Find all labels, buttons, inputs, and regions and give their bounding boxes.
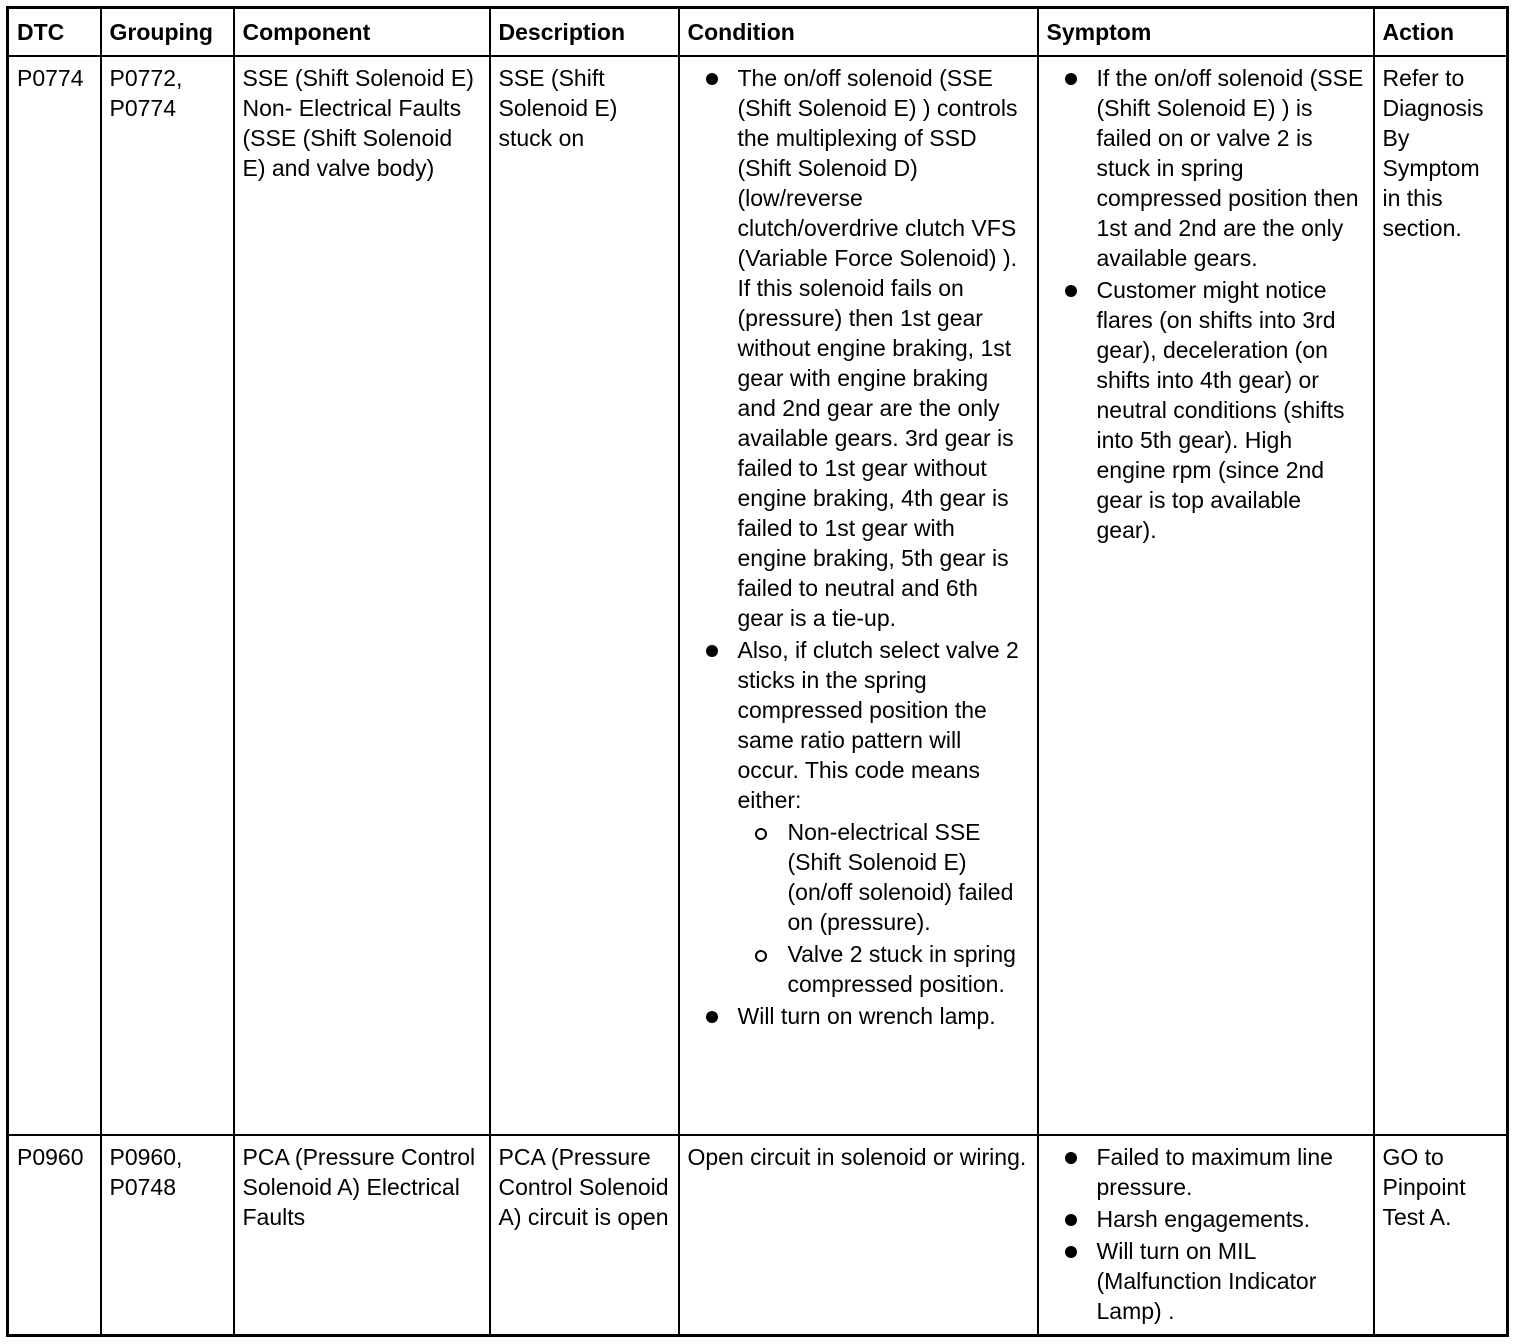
sub-list-item xyxy=(738,939,1029,999)
condition-subtext: Non-electrical SSE (Shift Solenoid E) (on/off solenoid) failed on (pressure). xyxy=(787,819,1014,935)
cell-dtc: P0774 xyxy=(8,56,101,1135)
table-header-row xyxy=(8,8,1508,57)
header-action: Action xyxy=(1374,8,1508,57)
condition-text: The on/off solenoid (SSE (Shift Solenoid E) ) controls the multiplexing of SSD (Shift Solenoid D) (low/reverse clutch/overdrive clutch VFS (Variable Force Solenoid) ). If this solenoid fails on (pressure) then 1st gear without engine braking, 1st gear with engine braking and 2nd gear are the only available gears. 3rd gear is failed to 1st gear without engine braking, 4th gear is failed to 1st gear with engine braking, 5th gear is failed to neutral and 6th gear is a tie-up. xyxy=(737,65,1018,631)
list-item: If the on/off solenoid (SSE (Shift Solenoid E) ) is failed on or valve 2 is stuck in spring compressed position then 1st and 2nd are the only available gears. xyxy=(1047,63,1365,273)
list-item: Customer might notice flares (on shifts into 3rd gear), deceleration (on shifts into 4th gear) or neutral conditions (shifts into 5th gear). High engine rpm (since 2nd gear is top available gear). xyxy=(1047,275,1365,545)
header-condition: Condition xyxy=(679,8,1038,57)
cell-component: SSE (Shift Solenoid E) Non- Electrical Faults (SSE (Shift Solenoid E) and valve body) xyxy=(234,56,490,1135)
condition-text: Will turn on wrench lamp. xyxy=(737,1003,996,1029)
list-item xyxy=(688,635,1029,999)
cell-dtc: P0960 xyxy=(8,1135,101,1336)
cell-symptom xyxy=(1038,56,1374,1135)
symptom-list xyxy=(1047,63,1365,545)
list-item xyxy=(688,63,1029,633)
cell-condition xyxy=(679,56,1038,1135)
list-item: Will turn on MIL (Malfunction Indicator Lamp) . xyxy=(1047,1236,1365,1326)
cell-description: PCA (Pressure Control Solenoid A) circuit is open xyxy=(490,1135,679,1336)
symptom-list xyxy=(1047,1142,1365,1326)
condition-sublist xyxy=(738,817,1029,999)
header-symptom: Symptom xyxy=(1038,8,1374,57)
header-description: Description xyxy=(490,8,679,57)
cell-action: GO to Pinpoint Test A. xyxy=(1374,1135,1508,1336)
sub-list-item xyxy=(738,817,1029,937)
cell-action: Refer to Diagnosis By Symptom in this section. xyxy=(1374,56,1508,1135)
table-row xyxy=(8,56,1508,1135)
header-component: Component xyxy=(234,8,490,57)
cell-condition: Open circuit in solenoid or wiring. xyxy=(679,1135,1038,1336)
dtc-document xyxy=(6,6,1506,1337)
cell-grouping: P0772, P0774 xyxy=(101,56,234,1135)
list-item: Failed to maximum line pressure. xyxy=(1047,1142,1365,1202)
cell-description: SSE (Shift Solenoid E) stuck on xyxy=(490,56,679,1135)
cell-component: PCA (Pressure Control Solenoid A) Electrical Faults xyxy=(234,1135,490,1336)
cell-symptom xyxy=(1038,1135,1374,1336)
list-item: Harsh engagements. xyxy=(1047,1204,1365,1234)
condition-subtext: Valve 2 stuck in spring compressed position. xyxy=(787,941,1016,997)
condition-text: Also, if clutch select valve 2 sticks in the spring compressed position the same ratio pattern will occur. This code means either: xyxy=(737,637,1019,813)
header-grouping: Grouping xyxy=(101,8,234,57)
dtc-table xyxy=(6,6,1509,1337)
cell-grouping: P0960, P0748 xyxy=(101,1135,234,1336)
table-row xyxy=(8,1135,1508,1336)
list-item xyxy=(688,1001,1029,1031)
condition-list xyxy=(688,63,1029,1031)
header-dtc: DTC xyxy=(8,8,101,57)
